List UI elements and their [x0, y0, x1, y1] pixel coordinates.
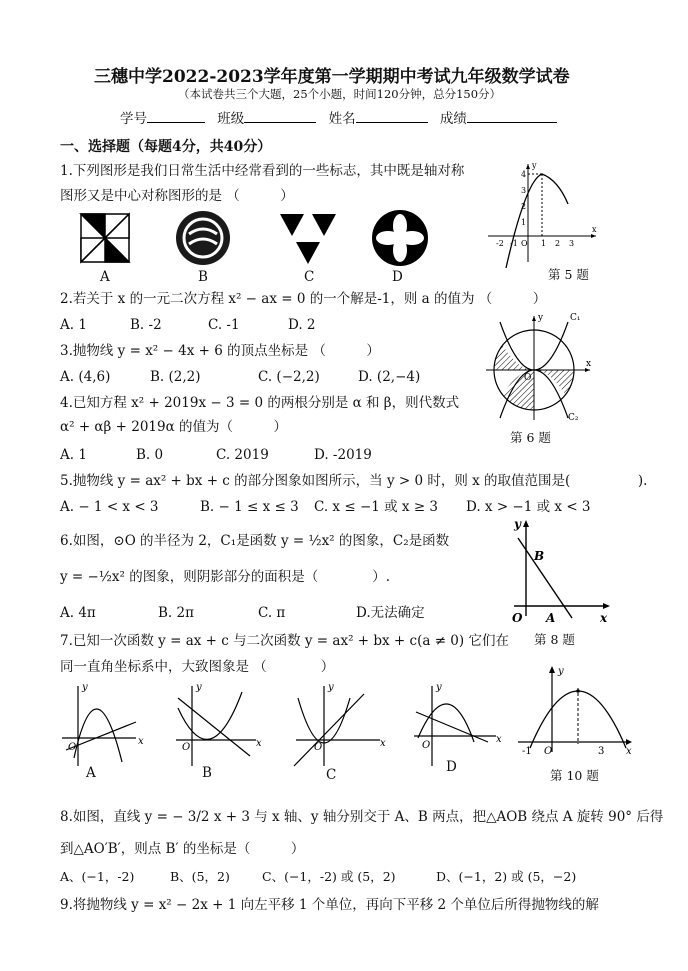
fig5-tick: 2 — [521, 202, 527, 211]
fig6-caption: 第 6 题 — [510, 430, 551, 445]
q2-option-a: A. 1 — [60, 317, 87, 333]
page-subtitle: （本试卷共三个大题，25个小题，时间120分钟，总分150分） — [178, 87, 502, 101]
triangle-logo-icon — [280, 214, 336, 264]
q5-option-b: B. − 1 ≤ x ≤ 3 — [200, 499, 299, 515]
q3-option-a: A. (4,6) — [60, 369, 111, 385]
q2-option-b: B. -2 — [130, 317, 162, 333]
q5-option-d: D. x > −1 或 x < 3 — [466, 499, 591, 515]
q6-line2: y = −½x² 的图象，则阴影部分的面积是（ ）. — [60, 569, 391, 585]
fig10-x-axis-label: x — [626, 746, 632, 757]
svg-text:O: O — [422, 740, 431, 751]
fig6-c1-label: C₁ — [570, 313, 581, 323]
fig8-x-axis-label: x — [600, 611, 608, 625]
q3-stem: 3.抛物线 y = x² − 4x + 6 的顶点坐标是 （ ） — [60, 343, 380, 359]
q7-label-d: D — [446, 759, 457, 775]
q6-option-d: D.无法确定 — [356, 605, 425, 621]
q5-option-a: A. − 1 < x < 3 — [60, 499, 159, 515]
score-label: 成绩 — [439, 111, 467, 127]
fig8-caption: 第 8 题 — [534, 632, 575, 647]
q6-option-b: B. 2π — [158, 605, 194, 621]
fig6-x-axis-label: x — [586, 359, 592, 369]
q6-line1: 6.如图，⊙O 的半径为 2，C₁是函数 y = ½x² 的图象，C₂是函数 — [60, 533, 450, 549]
section-title: 一、选择题（每题4分，共40分） — [60, 139, 272, 155]
svg-text:O: O — [68, 742, 77, 753]
class-blank[interactable] — [244, 122, 316, 123]
student-id-blank[interactable] — [147, 122, 205, 123]
svg-text:x: x — [138, 736, 144, 747]
q8-option-c: C、(−1，-2) 或 (5，2) — [262, 869, 396, 884]
name-label: 姓名 — [328, 111, 356, 127]
q8-option-d: D、(−1，2) 或 (5，−2) — [436, 869, 577, 884]
svg-text:O: O — [314, 742, 323, 753]
q2-option-d: D. 2 — [288, 317, 316, 333]
svg-text:O: O — [182, 742, 191, 753]
svg-text:x: x — [256, 738, 262, 749]
fig5-y-axis-label: y — [532, 161, 537, 170]
class-label: 班级 — [217, 111, 245, 127]
q1-label-b: B — [198, 269, 208, 285]
fig6-graph — [486, 312, 596, 422]
q7-graph-d — [414, 686, 496, 766]
page-title: 三穗中学2022-2023学年度第一学期期中考试九年级数学试卷 — [94, 67, 570, 87]
name-blank[interactable] — [356, 122, 428, 123]
fig6-origin: O — [524, 373, 532, 383]
mobile-logo-icon — [176, 211, 230, 265]
q5-option-c: C. x ≤ −1 或 x ≥ 3 — [314, 499, 439, 515]
q7-line2: 同一直角坐标系中，大致图象是 （ ） — [60, 659, 335, 675]
fig8-origin: O — [512, 611, 523, 625]
q3-option-d: D. (2,−4) — [358, 369, 421, 385]
q1-label-d: D — [392, 269, 403, 285]
fig6-c2-label: C₂ — [568, 413, 579, 423]
fig5-tick: 4 — [521, 170, 527, 179]
q3-option-c: C. (−2,2) — [258, 369, 320, 385]
q8-line1: 8.如图，直线 y = − 3/2 x + 3 与 x 轴、y 轴分别交于 A、B 两点，把△AOB 绕点 A 旋转 90° 后得 — [60, 809, 664, 825]
fig5-tick: -1 — [510, 239, 518, 248]
fig5-x-axis-label: x — [592, 225, 597, 234]
q4-option-d: D. -2019 — [314, 447, 372, 463]
fig5-tick: 1 — [521, 218, 527, 227]
q1-logos — [70, 205, 430, 285]
fig8-y-axis-label: y — [514, 517, 521, 531]
fig5-graph — [488, 160, 598, 270]
fig5-tick: 1 — [541, 239, 547, 248]
fig10-left-root: -1 — [522, 746, 532, 757]
fig5-tick: 3 — [521, 186, 527, 195]
fig6-y-axis-label: y — [538, 313, 544, 323]
fig5-tick: O — [521, 239, 528, 248]
q4-option-c: C. 2019 — [216, 447, 269, 463]
petal-logo-icon — [372, 210, 428, 266]
q7-label-a: A — [86, 765, 96, 781]
q1-line2: 图形又是中心对称图形的是 （ ） — [60, 188, 294, 204]
fig10-right-root: 3 — [598, 746, 605, 757]
score-blank[interactable] — [467, 122, 557, 123]
svg-text:x: x — [380, 738, 386, 749]
q7-graph-c — [294, 686, 380, 766]
q9-line1: 9.将抛物线 y = x² − 2x + 1 向左平移 1 个单位，再向下平移 2 个单位后所得抛物线的解 — [60, 897, 599, 913]
fig8-point-b: B — [534, 549, 545, 563]
q4-option-b: B. 0 — [136, 447, 164, 463]
svg-text:y: y — [436, 682, 442, 693]
q5-stem: 5.抛物线 y = ax² + bx + c 的部分图象如图所示，当 y > 0 时，则 x 的取值范围是( ). — [60, 473, 648, 489]
student-info-row — [120, 110, 557, 128]
student-id-label: 学号 — [120, 111, 147, 127]
pinwheel-logo-icon — [81, 214, 129, 262]
fig5-tick: 3 — [569, 239, 575, 248]
fig10-caption: 第 10 题 — [550, 768, 599, 783]
fig8-point-a: A — [546, 611, 556, 625]
q1-label-a: A — [100, 269, 110, 285]
q7-line1: 7.已知一次函数 y = ax + c 与二次函数 y = ax² + bx + c(a ≠ 0) 它们在 — [60, 633, 509, 649]
q4-line2: α² + αβ + 2019α 的值为（ ） — [60, 419, 288, 435]
q7-graphs — [56, 678, 506, 768]
fig8-graph — [506, 516, 616, 626]
svg-text:x: x — [496, 734, 502, 745]
q8-option-b: B、(5，2) — [170, 869, 230, 884]
q8-line2: 到△AO′B′，则点 B′ 的坐标是（ ） — [60, 841, 305, 857]
fig5-tick: -2 — [496, 239, 504, 248]
q2-option-c: C. -1 — [208, 317, 240, 333]
fig5-tick: 2 — [555, 239, 561, 248]
q8-option-a: A、(−1，-2) — [60, 869, 135, 884]
q4-option-a: A. 1 — [60, 447, 87, 463]
fig5-caption: 第 5 题 — [548, 267, 589, 282]
fig10-y-axis-label: y — [558, 666, 564, 677]
q7-label-b: B — [202, 765, 212, 781]
q2-stem: 2.若关于 x 的一元二次方程 x² − ax = 0 的一个解是-1，则 a 的值为 （ ） — [60, 291, 547, 307]
fig10-origin: O — [544, 746, 553, 757]
svg-text:y: y — [196, 682, 202, 693]
q3-option-b: B. (2,2) — [150, 369, 201, 385]
q6-option-c: C. π — [258, 605, 286, 621]
fig10-graph — [518, 664, 638, 757]
svg-text:y: y — [82, 682, 88, 693]
q1-line1: 1.下列图形是我们日常生活中经常看到的一些标志，其中既是轴对称 — [60, 163, 465, 179]
q6-option-a: A. 4π — [60, 605, 96, 621]
q4-line1: 4.已知方程 x² + 2019x − 3 = 0 的两根分别是 α 和 β，则代数式 — [60, 395, 460, 411]
q7-graph-a — [62, 686, 136, 766]
q7-graph-b — [176, 686, 256, 766]
svg-text:y: y — [328, 682, 334, 693]
q1-label-c: C — [304, 269, 315, 285]
q7-label-c: C — [326, 767, 337, 783]
